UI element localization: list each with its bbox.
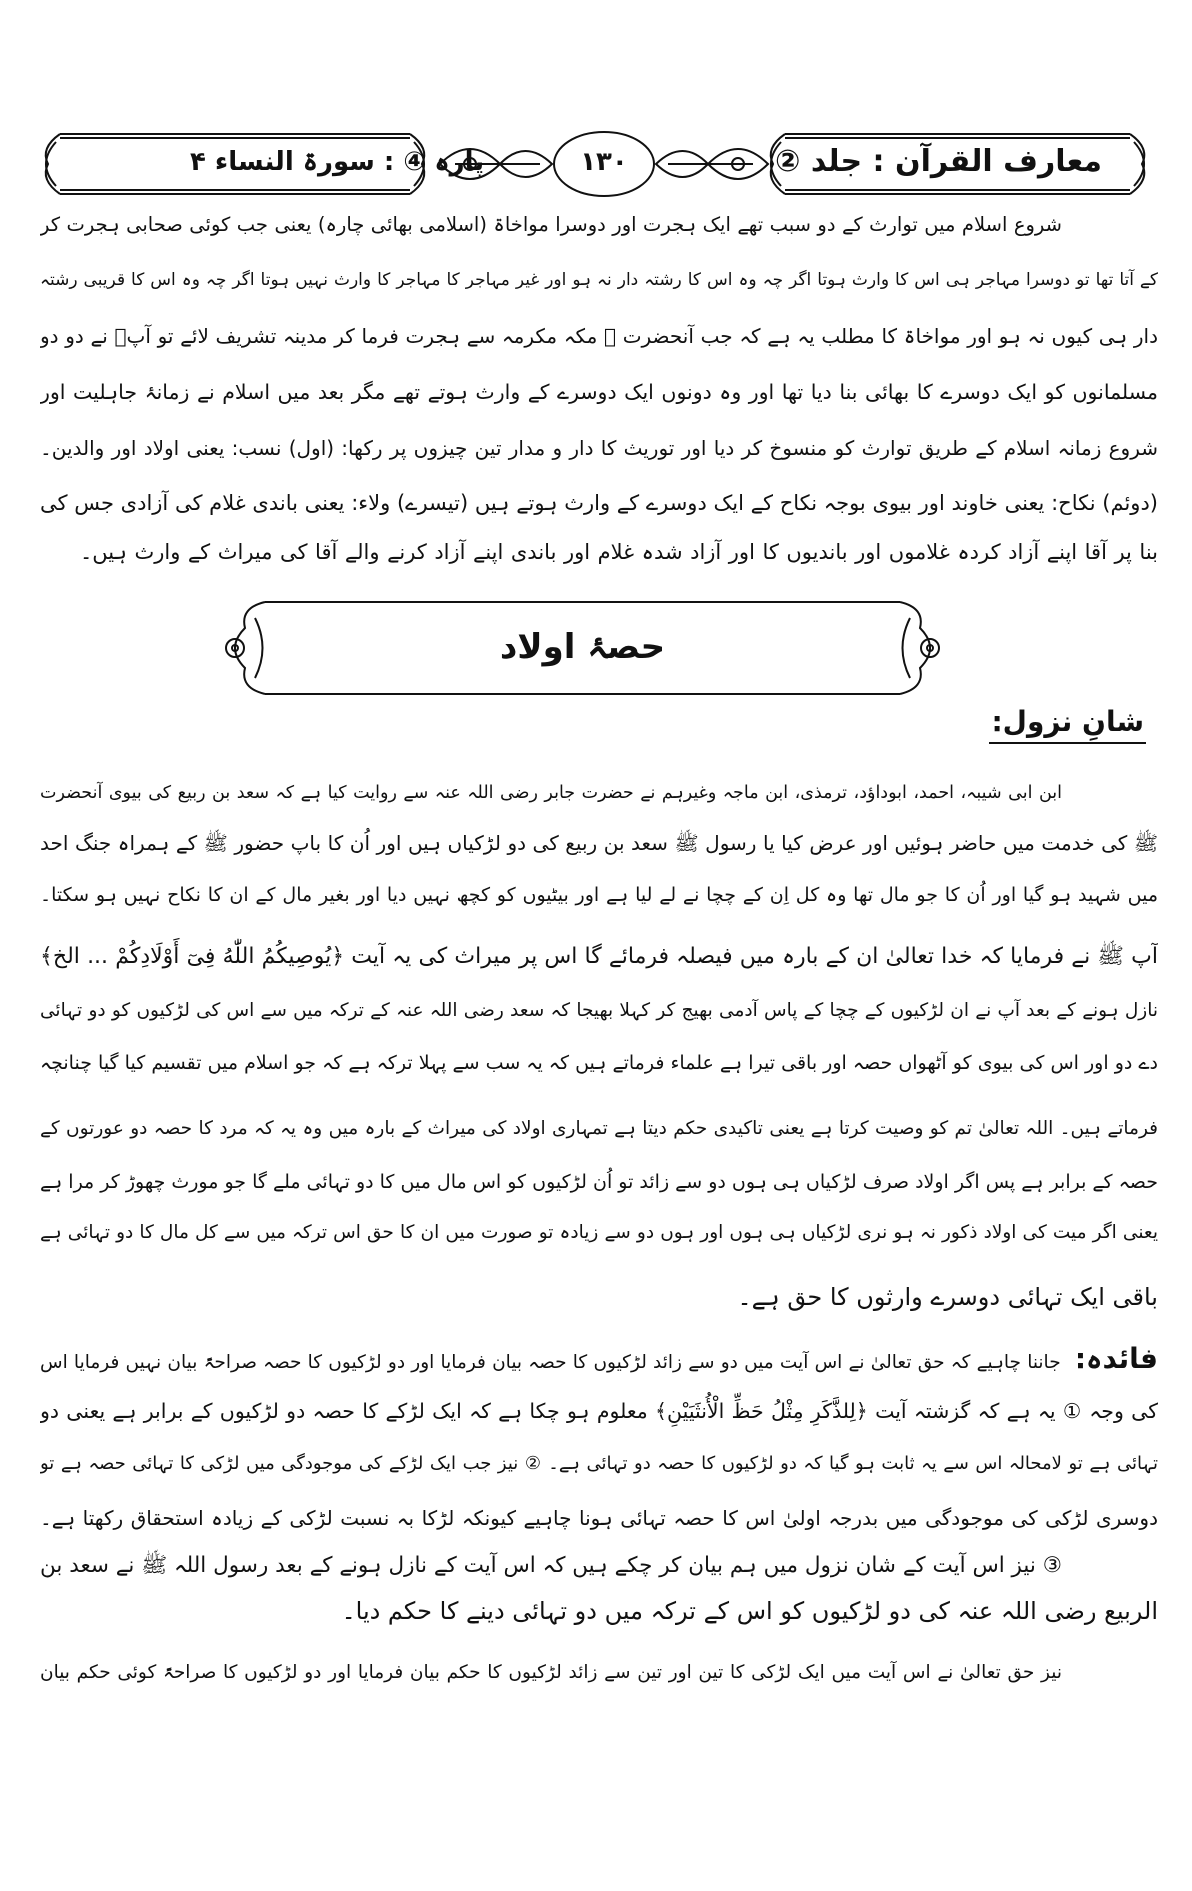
text-line: ③ نیز اس آیت کے شان نزول میں ہم بیان کر چکے ہیں کہ اس آیت کے نازل ہونے کے بعد رسول اللہ ﷺ نے سعد بن xyxy=(40,1553,1062,1578)
subheading-shan-e-nuzul: شانِ نزول: xyxy=(989,702,1146,744)
page-number: ۱۳۰ xyxy=(580,147,628,177)
section-heading: حصۂ اولاد xyxy=(499,627,666,667)
running-header xyxy=(0,128,1192,200)
text-line: ابن ابی شیبہ، احمد، ابوداؤد، ترمذی، ابن ماجہ وغیرہم نے حضرت جابر رضی اللہ عنہ سے روایت کیا ہے کہ سعد بن ربیع کی بیوی آنحضرت xyxy=(40,783,1062,803)
text-line xyxy=(40,1334,1158,1384)
fayda-text: جاننا چاہیے کہ حق تعالیٰ نے اس آیت میں دو سے زائد لڑکیوں کا حصہ بیان فرمایا اور دو لڑکیوں کا حصہ صراحۃً بیان نہیں فرمایا اس xyxy=(40,1352,1061,1373)
text-line: دوسری لڑکی کی موجودگی میں بدرجہ اولیٰ اس کا حصہ تہائی ہونا چاہیے کیونکہ لڑکا بہ نسبت لڑکی کے زیادہ استحقاق رکھتا ہے۔ xyxy=(40,1506,1158,1530)
text-line: دار ہی کیوں نہ ہو اور مواخاۃ کا مطلب یہ ہے کہ جب آنحضرت ﷺ مکہ مکرمہ سے ہجرت فرما کر مدینہ تشریف لائے تو آپؐ نے دو دو xyxy=(40,324,1158,348)
text-line: (دوئم) نکاح: یعنی خاوند اور بیوی بوجہ نکاح کے ایک دوسرے کے وارث ہوتے ہیں (تیسرے) ولاء: یعنی باندی غلام کی آزادی جس کی xyxy=(40,491,1158,515)
text-line: نازل ہونے کے بعد آپ نے ان لڑکیوں کے چچا کے پاس آدمی بھیج کر کہلا بھیجا کہ سعد رضی اللہ عنہ کے ترکہ میں سے اس کی لڑکیوں کو دو تہائی xyxy=(40,1000,1158,1021)
fayda-label: فائدہ: xyxy=(1074,1342,1158,1375)
header-section: پارہ ④ : سورۃ النساء ۴ xyxy=(190,147,485,177)
text-line: کے آتا تھا تو دوسرا مہاجر ہی اس کا وارث ہوتا اگر چہ وہ اس کا رشتہ دار نہ ہو اور غیر مہاجر کا مہاجر کا وارث نہیں ہوتا اگر چہ وہ اس کا قریبی رشتہ xyxy=(40,270,1158,290)
text-line: میں شہید ہو گیا اور اُن کا جو مال تھا وہ کل اِن کے چچا نے لے لیا ہے اور بیٹیوں کو کچھ نہیں دیا اور بغیر مال کے ان کا نکاح نہیں ہو سکتا۔ xyxy=(40,884,1158,906)
section-heading-box xyxy=(215,598,950,698)
text-line: شروع اسلام میں توارث کے دو سبب تھے ایک ہجرت اور دوسرا مواخاۃ (اسلامی بھائی چارہ) یعنی جب کوئی صحابی ہجرت کر xyxy=(40,213,1062,236)
text-line: فرماتے ہیں۔ اللہ تعالیٰ تم کو وصیت کرتا ہے یعنی تاکیدی حکم دیتا ہے تمہاری اولاد کی میراث کے بارہ میں وہ یہ کہ مرد کا حصہ دو عورتوں کے xyxy=(40,1118,1158,1139)
text-line: ﷺ کی خدمت میں حاضر ہوئیں اور عرض کیا یا رسول ﷺ سعد بن ربیع کی دو لڑکیاں ہیں اور اُن کا باپ حضور ﷺ کے ہمراہ جنگ احد xyxy=(40,831,1158,855)
text-line: نیز حق تعالیٰ نے اس آیت میں ایک لڑکی کا تین اور تین سے زائد لڑکیوں کا حکم بیان فرمایا اور دو لڑکیوں کا صراحۃً کوئی حکم بیان xyxy=(40,1662,1062,1683)
text-line: حصہ کے برابر ہے پس اگر اولاد صرف لڑکیاں ہی ہوں دو سے زائد تو اُن لڑکیوں کو اس مال میں کا دو تہائی ملے گا جو مورث چھوڑ کر مرا ہے xyxy=(40,1171,1158,1193)
text-line: بنا پر آقا اپنے آزاد کردہ غلاموں اور باندیوں کا اور آزاد شدہ غلام اور باندی اپنے آزاد کرنے والے آقا کی میراث کے وارث ہیں۔ xyxy=(80,540,1158,564)
header-book-title: معارف القرآن : جلد ② xyxy=(775,144,1102,179)
text-line: تہائی ہے تو لامحالہ اس سے یہ ثابت ہو گیا کہ دو لڑکیوں کا حصہ دو تہائی ہے۔ ② نیز جب ایک لڑکے کی موجودگی میں لڑکی کا تہائی حصہ ہے تو xyxy=(40,1453,1158,1474)
text-line: آپ ﷺ نے فرمایا کہ خدا تعالیٰ ان کے بارہ میں فیصلہ فرمائے گا اس پر میراث کی یہ آیت ﴿يُوصِيكُمُ اللّٰهُ فِىٓ أَوْلَادِكُمْ ... الخ﴾ xyxy=(40,944,1158,969)
text-line: مسلمانوں کو ایک دوسرے کا بھائی بنا دیا تھا اور وہ دونوں ایک دوسرے کے وارث ہوتے تھے مگر بعد میں اسلام نے زمانۂ جاہلیت اور xyxy=(40,380,1158,404)
text-line: یعنی اگر میت کی اولاد ذکور نہ ہو نری لڑکیاں ہی ہوں اور ہوں دو سے زیادہ تو صورت میں ان کا حق اس ترکہ میں سے کل مال کا دو تہائی ہے xyxy=(40,1222,1158,1243)
text-line: الربیع رضی اللہ عنہ کی دو لڑکیوں کو اس کے ترکہ میں دو تہائی دینے کا حکم دیا۔ xyxy=(341,1597,1158,1625)
text-line: کی وجہ ① یہ ہے کہ گزشتہ آیت ﴿لِلذَّكَرِ مِثْلُ حَظِّ الْأُنثَيَيْنِ﴾ معلوم ہو چکا ہے کہ ایک لڑکے کا حصہ دو لڑکیوں کے برابر ہے یعنی دو xyxy=(40,1399,1158,1423)
text-line: دے دو اور اس کی بیوی کو آٹھواں حصہ اور باقی تیرا ہے علماء فرماتے ہیں کہ یہ سب سے پہلا ترکہ ہے کہ جو اسلام میں تقسیم کیا گیا چنانچہ xyxy=(40,1052,1158,1074)
text-line: شروع زمانہ اسلام کے طریق توارث کو منسوخ کر دیا اور توریث کا دار و مدار تین چیزوں پر رکھا: (اول) نسب: یعنی اولاد اور والدین۔ xyxy=(40,436,1158,460)
text-line: باقی ایک تہائی دوسرے وارثوں کا حق ہے۔ xyxy=(737,1283,1158,1311)
